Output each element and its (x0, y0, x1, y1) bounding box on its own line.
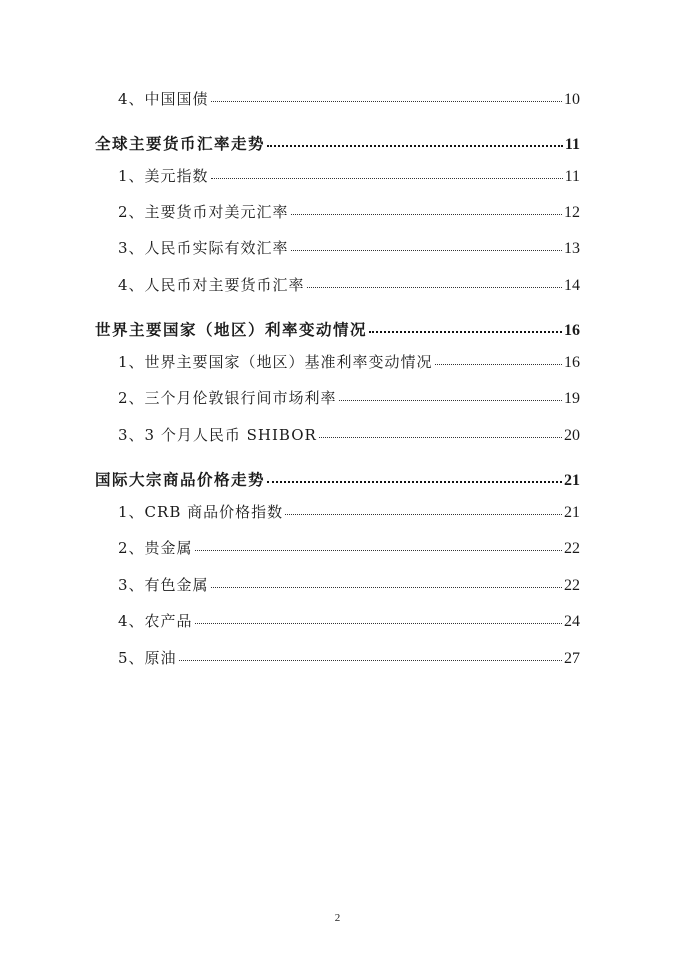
toc-entry-page: 22 (564, 577, 580, 594)
dot-leader (339, 400, 562, 401)
dot-leader (291, 214, 562, 215)
toc-entry-dollar-index[interactable] (118, 169, 580, 185)
toc-entry-title: 5、原油 (118, 649, 177, 667)
toc-section-title: 国际大宗商品价格走势 (95, 470, 266, 489)
dot-leader (319, 437, 562, 438)
toc-entry-title: 1、CRB 商品价格指数 (118, 503, 284, 521)
dot-leader (369, 331, 562, 333)
dot-leader (307, 287, 562, 288)
toc-entry-page: 27 (564, 650, 580, 667)
toc-entry-title: 2、主要货币对美元汇率 (118, 203, 289, 221)
toc-entry-title: 4、农产品 (118, 612, 193, 630)
dot-leader (211, 178, 563, 179)
page-number-footer: 2 (334, 912, 341, 924)
toc-entry-title: 2、贵金属 (118, 539, 193, 557)
toc-entry-rmb-vs-major-currencies[interactable] (118, 278, 580, 294)
toc-entry-page: 10 (564, 91, 580, 108)
toc-entry-title: 1、美元指数 (118, 167, 209, 185)
toc-entry-title: 3、3 个月人民币 SHIBOR (118, 426, 317, 444)
dot-leader (179, 660, 562, 661)
toc-entry-three-month-shibor[interactable] (118, 428, 580, 444)
dot-leader (211, 101, 562, 102)
toc-entry-title: 4、人民币对主要货币汇率 (118, 276, 305, 294)
dot-leader (267, 481, 562, 483)
toc-section-title: 世界主要国家（地区）利率变动情况 (95, 320, 368, 339)
toc-entry-title: 2、三个月伦敦银行间市场利率 (118, 389, 337, 407)
toc-entry-nonferrous-metals[interactable] (118, 578, 580, 594)
toc-entry-page: 22 (564, 540, 580, 557)
toc-entry-three-month-libor[interactable] (118, 391, 580, 407)
toc-section-interest-rate-changes[interactable] (95, 322, 580, 339)
toc-entry-benchmark-rate-changes[interactable] (118, 355, 580, 371)
toc-entry-page: 24 (564, 613, 580, 630)
toc-entry-title: 3、人民币实际有效汇率 (118, 239, 289, 257)
toc-entry-page: 12 (564, 204, 580, 221)
toc-entry-page: 11 (564, 168, 580, 185)
toc-entry-title: 3、有色金属 (118, 576, 209, 594)
toc-entry-major-currencies-vs-usd[interactable] (118, 205, 580, 221)
toc-section-currency-exchange-rates[interactable] (95, 136, 580, 153)
toc-entry-crude-oil[interactable] (118, 651, 580, 667)
toc-entry-chinese-treasury[interactable] (118, 92, 580, 108)
toc-entry-page: 21 (564, 504, 580, 521)
dot-leader (285, 514, 562, 515)
toc-section-title: 全球主要货币汇率走势 (95, 134, 266, 153)
toc-entry-page: 16 (564, 354, 580, 371)
toc-section-commodity-prices[interactable] (95, 472, 580, 489)
toc-section-page: 16 (564, 322, 580, 339)
toc-entry-title: 4、中国国债 (118, 90, 209, 108)
dot-leader (435, 364, 562, 365)
dot-leader (291, 250, 562, 251)
toc-entry-precious-metals[interactable] (118, 541, 580, 557)
toc-entry-page: 20 (564, 427, 580, 444)
toc-entry-rmb-real-effective-rate[interactable] (118, 241, 580, 257)
toc-entry-page: 14 (564, 277, 580, 294)
dot-leader (195, 550, 562, 551)
dot-leader (211, 587, 562, 588)
dot-leader (195, 623, 562, 624)
toc-entry-page: 19 (564, 390, 580, 407)
toc-entry-crb-index[interactable] (118, 505, 580, 521)
toc-entry-title: 1、世界主要国家（地区）基准利率变动情况 (118, 353, 433, 371)
toc-entry-page: 13 (564, 240, 580, 257)
dot-leader (267, 145, 563, 147)
toc-section-page: 11 (564, 136, 580, 153)
toc-entry-agricultural-products[interactable] (118, 614, 580, 630)
toc-section-page: 21 (564, 472, 580, 489)
